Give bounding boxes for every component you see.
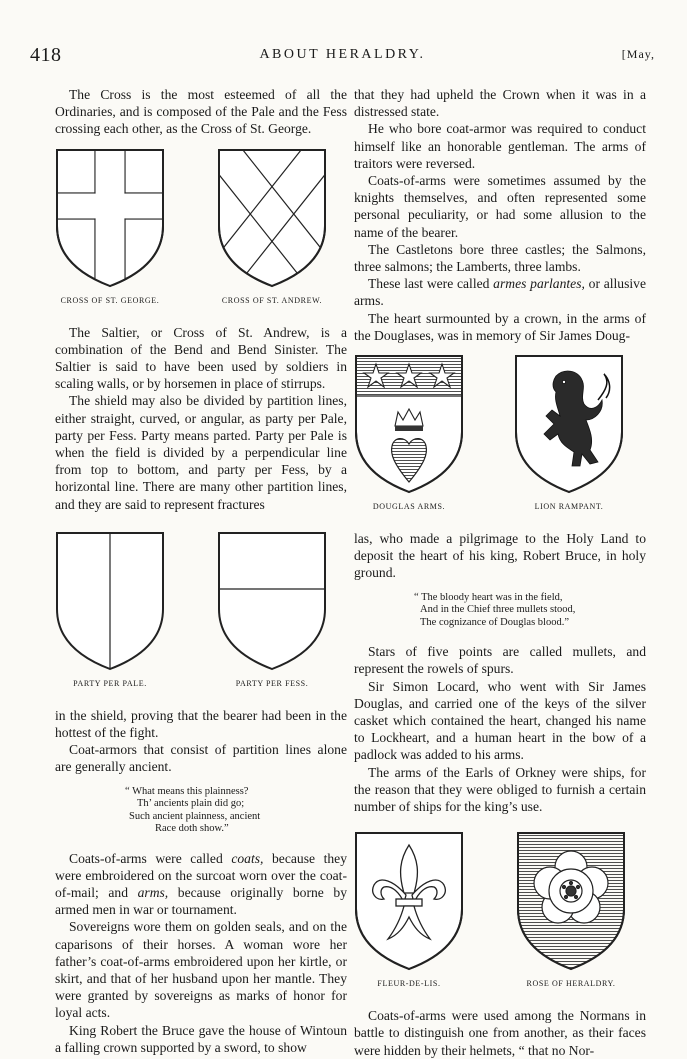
figure-crosses	[55, 148, 347, 318]
paragraph: Stars of five points are called mullets, and represent the rowels of spurs.	[354, 644, 646, 677]
paragraph: The heart surmounted by a crown, in the arms of the Douglases, was in memory of Sir James Doug-	[354, 310, 646, 343]
figure-party-per-pale	[55, 531, 165, 692]
paragraph: The shield may also be divided by partition lines, either straight, curved, or angular, as party per Pale, party per Fess. Party means parted. Party per Pale is when the field is divided by a perpendicular line from top to bottom, and party per Fess, by a horizontal line. There are many other partition lines, and they are said to represent fractures	[55, 393, 347, 512]
paragraph: in the shield, proving that the bearer had been in the hottest of the fight.	[55, 707, 347, 741]
page-number: 418	[30, 44, 62, 66]
figure-caption: DOUGLAS ARMS.	[372, 502, 446, 512]
figure-caption: CROSS OF ST. GEORGE.	[60, 295, 160, 305]
paragraph: Coats-of-arms were sometimes assumed by the knights themselves, and often represented some personal peculiarity, or had some allusion to the name of the bearer.	[354, 173, 646, 240]
figure-rose-of-heraldry	[516, 831, 626, 992]
paragraph: He who bore coat-armor was required to conduct himself like an honorable gentleman. The arms of traitors were reversed.	[354, 121, 646, 171]
right-column	[354, 86, 646, 1059]
figure-caption: ROSE OF HERALDRY.	[526, 979, 616, 989]
paragraph: These last were called armes parlantes, or allusive arms.	[354, 276, 646, 309]
figure-caption: PARTY PER PALE.	[73, 678, 147, 688]
paragraph: King Robert the Bruce gave the house of Wintoun a falling crown supported by a sword, to show	[55, 1022, 347, 1055]
paragraph: The arms of the Earls of Orkney were ships, for the reason that they were obliged to furnish a certain number of ships for the king’s use.	[354, 764, 646, 814]
issue-month: [May,	[621, 47, 655, 61]
paragraph: that they had upheld the Crown when it was in a distressed state.	[354, 87, 646, 120]
douglas-arms-shield-icon	[354, 354, 464, 494]
figure-caption: PARTY PER FESS.	[235, 678, 309, 688]
figure-lion-rampant	[514, 354, 624, 515]
paragraph: las, who made a pilgrimage to the Holy Land to deposit the heart of his king, Robert Bruce, in holy ground.	[354, 531, 646, 581]
figure-caption: CROSS OF ST. ANDREW.	[221, 295, 323, 305]
figure-caption: FLEUR-DE-LIS.	[377, 979, 441, 989]
figure-cross-st-andrew	[217, 148, 327, 309]
paragraph: The Saltier, or Cross of St. Andrew, is a combination of the Bend and Bend Sinister. The Saltier is said to have been used by soldiers in scaling walls, or by horsemen in place of stirrups.	[55, 324, 347, 392]
verse-line: Such ancient plainness, ancient	[129, 810, 261, 822]
paragraph: Coats-of-arms were called coats, because they were embroidered on the surcoat worn over the coat-of-mail; and arms, because originally borne by armed men in war or tournament.	[55, 850, 347, 918]
paragraph: Sir Simon Locard, who went with Sir James Douglas, and carried one of the keys of the silver casket which contained the heart, changed his name to Lockheart, and a human heart in the bow of a padlock was added to his arms.	[354, 678, 646, 763]
figure-partitions	[55, 531, 347, 701]
verse-quote	[125, 786, 347, 836]
paragraph: Coat-armors that consist of partition lines alone are generally ancient.	[55, 742, 347, 775]
paragraph: The Cross is the most esteemed of all the Ordinaries, and is composed of the Pale and the Fess crossing each other, as the Cross of St. George.	[55, 87, 347, 137]
figure-fleur-rose	[354, 831, 646, 1001]
verse-quote	[414, 592, 646, 630]
fleur-de-lis-shield-icon	[354, 831, 464, 971]
verse-line: And in the Chief three mullets stood,	[420, 604, 576, 616]
rose-shield-icon	[516, 831, 626, 971]
verse-line: The cognizance of Douglas blood.”	[420, 616, 569, 628]
lion-rampant-shield-icon	[514, 354, 624, 494]
paragraph: The Castletons bore three castles; the Salmons, three salmons; the Lamberts, three lambs.	[354, 241, 646, 275]
party-per-pale-shield-icon	[55, 531, 165, 671]
paragraph: Sovereigns wore them on golden seals, and on the caparisons of their horses. A woman wore her father’s coat-of-arms embroidered upon her kirtle, or skirt, and that of her husband upon her mantle. They were granted by sovereigns as marks of honor for loyal acts.	[55, 919, 347, 1021]
left-column	[55, 86, 347, 1056]
cross-st-andrew-shield-icon	[217, 148, 327, 288]
cross-st-george-shield-icon	[55, 148, 165, 288]
page-header	[30, 44, 655, 68]
figure-cross-st-george	[55, 148, 165, 309]
verse-line: “ What means this plainness?	[125, 785, 249, 797]
paragraph: Coats-of-arms were used among the Normans in battle to distinguish one from another, as their faces were hidden by their helmets, “ that no Nor-	[354, 1008, 646, 1058]
party-per-fess-shield-icon	[217, 531, 327, 671]
verse-line: Th’ ancients plain did go;	[137, 798, 245, 810]
figure-douglas-lion	[354, 354, 646, 524]
figure-fleur-de-lis	[354, 831, 464, 992]
figure-douglas-arms	[354, 354, 464, 515]
verse-line: “ The bloody heart was in the field,	[414, 591, 563, 603]
running-title: ABOUT HERALDRY.	[259, 47, 426, 62]
verse-line: Race doth show.”	[155, 823, 229, 835]
figure-party-per-fess	[217, 531, 327, 692]
figure-caption: LION RAMPANT.	[534, 502, 604, 512]
